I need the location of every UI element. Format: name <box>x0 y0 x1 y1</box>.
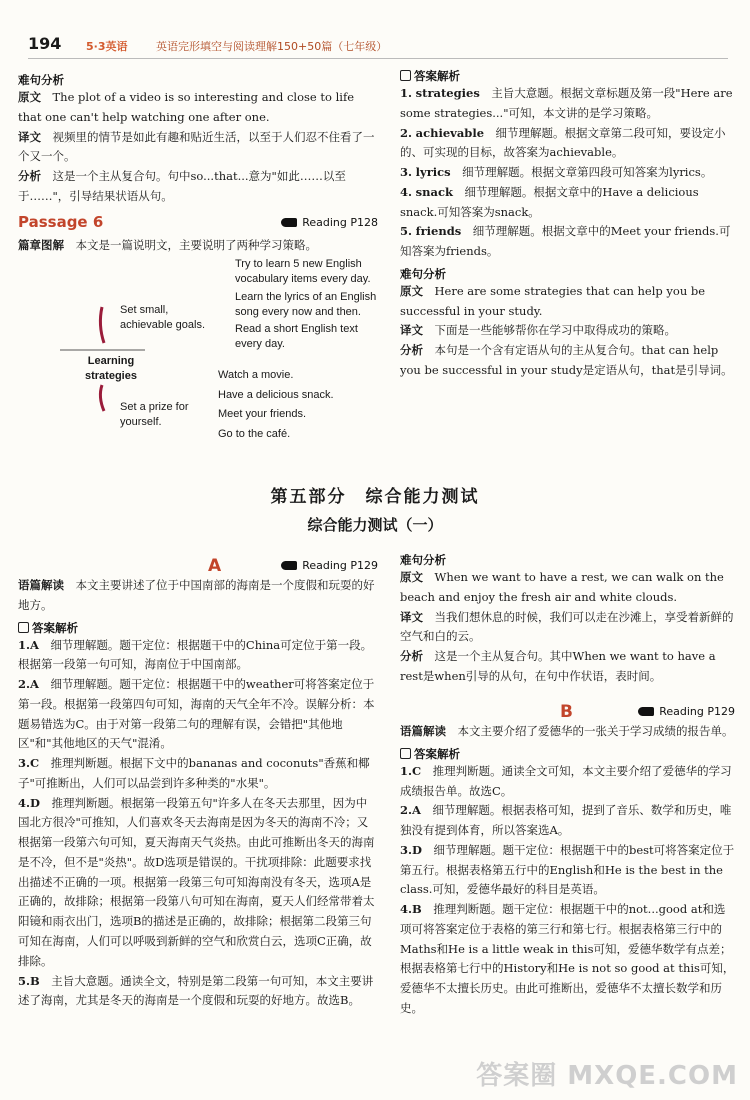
top-item: Read a short English text every day. <box>235 323 358 350</box>
bottom-right-analysis: 难句分析 原文 When we want to have a rest, we can walk on the beach and enjoy the fresh air and white clouds. 译文 当我们想休息的时候，我们可以走在沙滩上，享受着新鲜的空气和白的云。 分析 这是一个主从复合句。其中When we want to have a rest是when引导的从句，在句中作状语，表时间。 <box>400 553 734 683</box>
section-title: 难句分析 <box>400 553 446 567</box>
bottom-item: Have a delicious snack. <box>218 389 334 401</box>
series-label: 5·3英语 <box>86 40 128 53</box>
answer-item: 3. lyrics 细节理解题。根据文章第四段可知答案为lyrics。 <box>400 165 713 180</box>
label: 原文 <box>18 90 41 104</box>
answer-item: 1.C 推理判断题。通读全文可知，本文主要介绍了爱德华的学习成绩报告单。故选C。 <box>400 763 732 798</box>
section-a: A Reading P129 语篇解读 本文主要讲述了位于中国南部的海南是一个度假和玩耍的好地方。 答案解析 1.A 细节理解题。题干定位：根据题干中的China可定位于第一段。根据第一段第一句可知，海南位于中国南部。 2.A 细节理解题。题干定位：根据题干中的weather可将答案定位于第一段。根据第一段第四句可知，海南的天气全年不冷。误解分析：本题易错选为C。由于对第一段第二句的理解有误，会错把"其他地区"和"其他地区的天气"混淆。 3.C 推理判断题。根据下文中的bananas and coconuts"香蕉和椰子"可推断出，人们可以品尝到许多种类的"水果"。 4.D 推理判断题。根据第一段第五句"许多人在冬天去那里，因为中国北方很冷"可推知，人们喜欢冬天去海南是因为冬天的海南不冷；又根据第一段第六句可知，夏天海南天气炎热。由此可推断出冬天的海南是不冷，但不是"炎热"。故D选项是错误的。干扰项排除：此题要求找出描述不正确的一项。根据第一段第三句可知海南没有冬天，选项A是正确的，故排除；根据第一段第八句可知在海南，夏天人们经常带着太阳镜和雨衣出门，选项B的描述是正确的，故排除；根据第二段第三句可知在海南，人们可以呼吸到新鲜的空气和欣赏白云，选项C正确，故排除。 5.B 主旨大意题。通读全文，特别是第二段第一句可知，本文主要讲述了海南，尤其是冬天的海南是一个度假和玩耍的好地方。故选B。 <box>18 556 378 1011</box>
analysis-text: 这是一个主从复合句。句中so...that...意为"如此……以至于……"，引导结果状语从句。 <box>18 169 346 203</box>
passage-title: Passage 6 <box>18 213 104 231</box>
section-title: 难句分析 <box>18 73 64 87</box>
summary-text: 本文是一篇说明文，主要说明了两种学习策略。 <box>75 238 317 252</box>
translation-text: 当我们想休息的时候，我们可以走在沙滩上，享受着新鲜的空气和白的云。 <box>400 609 734 644</box>
reading-ref: Reading P129 <box>281 559 378 572</box>
passage6-summary <box>18 236 378 256</box>
pointing-hand-icon <box>281 218 297 227</box>
bottom-item: Watch a movie. <box>218 369 294 381</box>
reading-ref: Reading P129 <box>638 705 735 718</box>
lock-icon <box>18 622 29 633</box>
label: 篇章图解 <box>18 238 64 252</box>
top-left-analysis <box>18 72 378 207</box>
part-title: 第五部分 综合能力测试 <box>270 487 480 507</box>
lock-icon <box>400 70 411 81</box>
center-node: Learning strategies <box>85 355 137 382</box>
translation-text: 下面是一些能够帮你在学习中取得成功的策略。 <box>434 323 676 338</box>
summary-text: 本文主要讲述了位于中国南部的海南是一个度假和玩耍的好地方。 <box>18 578 375 612</box>
section-letter: A <box>208 556 222 576</box>
sub-title: 综合能力测试（一） <box>307 516 443 534</box>
section-title: 答案解析 <box>400 746 735 762</box>
answer-item: 2.A 细节理解题。根据表格可知，提到了音乐、数学和历史，唯独没有提到体育，所以答案选A。 <box>400 803 732 838</box>
answer-item: 4.B 推理判断题。题干定位：根据题干中的not...good at和选项可将答案定位于表格的第三行和第七行。根据表格第三行中的Maths和He is a little weak in this可知，爱德华数学有点差；根据表格第七行中的History和He is not so good at this可知，爱德华不太擅长历史。由此可推断出，爱德华不太擅长数学和历史。 <box>400 902 735 1015</box>
answer-item: 2. achievable 细节理解题。根据文章第二段可知，要设定小的、可实现的目标，故答案为achievable。 <box>400 125 726 160</box>
bottom-branch: Set a prize for yourself. <box>120 401 189 428</box>
top-item: Learn the lyrics of an English song every now and then. <box>235 291 377 318</box>
section-b: B Reading P129 语篇解读 本文主要介绍了爱德华的一张关于学习成绩的报告单。 答案解析 1.C 推理判断题。通读全文可知，本文主要介绍了爱德华的学习成绩报告单。故选C。 2.A 细节理解题。根据表格可知，提到了音乐、数学和历史，唯独没有提到体育，所以答案选A。 3.D 细节理解题。题干定位：根据题干中的best可将答案定位于第五行。根据表格第五行中的English和He is the best in the class.可知，爱德华最好的科目是英语。 4.B 推理判断题。题干定位：根据题干中的not...good at和选项可将答案定位于表格的第三行和第七行。根据表格第三行中的Maths和He is a little weak in this可知，爱德华数学有点差；根据表格第七行中的History和He is not so good at this可知，爱德华不太擅长历史。由此可推断出，爱德华不太擅长数学和历史。 <box>400 702 735 1019</box>
page-number: 194 <box>28 34 62 53</box>
top-branch: Set small, achievable goals. <box>120 304 206 331</box>
analysis-text: 本句是一个含有定语从句的主从复合句。that can help you be successful in your study是定语从句，that是引导词。 <box>400 343 733 377</box>
section-letter: B <box>560 702 573 722</box>
answer-item: 4.D 推理判断题。根据第一段第五句"许多人在冬天去那里，因为中国北方很冷"可推知，人们喜欢冬天去海南是因为冬天的海南不冷；又根据第一段第六句可知，夏天海南天气炎热。由此可推断出冬天的海南是不冷，但不是"炎热"。故D选项是错误的。干扰项排除：此题要求找出描述不正确的一项。根据第一段第三句可知海南没有冬天，选项A是正确的，故排除；根据第一段第八句可知在海南，夏天人们经常带着太阳镜和雨衣出门，选项B的描述是正确的，故排除；根据第二段第三句可知在海南，人们可以呼吸到新鲜的空气和欣赏白云，选项C正确，故排除。 <box>18 795 375 968</box>
original-text: The plot of a video is so interesting and close to life that one can't help watching one after one. <box>18 90 355 124</box>
answer-item: 2.A 细节理解题。题干定位：根据题干中的weather可将答案定位于第一段。根据第一段第四句可知，海南的天气全年不冷。误解分析：本题易错选为C。由于对第一段第二句的理解有误，会错把"其他地区"和"其他地区的天气"混淆。 <box>18 677 375 751</box>
answer-item: 3.C 推理判断题。根据下文中的bananas and coconuts"香蕉和椰子"可推断出，人们可以品尝到许多种类的"水果"。 <box>18 756 370 790</box>
translation-text: 视频里的情节是如此有趣和贴近生活，以至于人们忍不住看了一个又一个。 <box>18 129 375 164</box>
passage6-heading <box>18 213 378 234</box>
lock-icon <box>400 748 411 759</box>
top-right-answers: 答案解析 1. strategies 主旨大意题。根据文章标题及第一段"Here are some strategies..."可知，本文讲的是学习策略。 2. achievable 细节理解题。根据文章第二段可知，要设定小的、可实现的目标，故答案为achievable。 3. lyrics 细节理解题。根据文章第四段可知答案为lyrics。 4. snack 细节理解题。根据文章中的Have a delicious snack.可知答案为snack。 5. friends 细节理解题。根据文章中的Meet your friends.可知答案为friends。 难句分析 原文 Here are some strategies that can help you be successful in your study. 译文 下面是一些能够帮你在学习中取得成功的策略。 分析 本句是一个含有定语从句的主从复合句。that can help you be successful in your study是定语从句，that是引导词。 <box>400 68 735 381</box>
site-watermark: 答案圈 MXQE.COM <box>476 1061 738 1091</box>
answer-item: 5. friends 细节理解题。根据文章中的Meet your friends.可知答案为friends。 <box>400 224 731 259</box>
section-title: 答案解析 <box>400 68 735 84</box>
answer-item: 1. strategies 主旨大意题。根据文章标题及第一段"Here are some strategies..."可知，本文讲的是学习策略。 <box>400 86 733 120</box>
answer-item: 3.D 细节理解题。题干定位：根据题干中的best可将答案定位于第五行。根据表格第五行中的English和He is the best in the class.可知，爱德华最好的科目是英语。 <box>400 842 735 897</box>
learning-strategies-diagram <box>40 255 380 445</box>
bottom-item: Meet your friends. <box>218 408 307 420</box>
label: 译文 <box>18 129 41 144</box>
book-title: 英语完形填空与阅读理解150+50篇（七年级） <box>156 40 388 53</box>
pointing-hand-icon <box>281 561 297 570</box>
page-header <box>28 30 728 59</box>
label: 分析 <box>18 169 41 184</box>
section-title: 难句分析 <box>400 266 446 281</box>
bottom-item: Go to the café. <box>218 428 291 440</box>
answer-item: 1.A 细节理解题。题干定位：根据题干中的China可定位于第一段。根据第一段第一句可知，海南位于中国南部。 <box>18 637 373 672</box>
original-text: When we want to have a rest, we can walk on the beach and enjoy the fresh air and white clouds. <box>400 570 724 604</box>
original-text: Here are some strategies that can help you be successful in your study. <box>400 283 706 318</box>
answer-item: 4. snack 细节理解题。根据文章中的Have a delicious snack.可知答案为snack。 <box>400 184 699 219</box>
reading-ref: Reading P128 <box>281 216 378 229</box>
section-title: 答案解析 <box>18 620 378 636</box>
pointing-hand-icon <box>638 707 654 716</box>
summary-text: 本文主要介绍了爱德华的一张关于学习成绩的报告单。 <box>457 724 734 738</box>
top-item: Try to learn 5 new English vocabulary items every day. <box>235 258 371 285</box>
answer-item: 5.B 主旨大意题。通读全文，特别是第二段第一句可知，本文主要讲述了海南，尤其是冬天的海南是一个度假和玩耍的好地方。故选B。 <box>18 973 374 1008</box>
analysis-text: 这是一个主从复合句。其中When we want to have a rest是when引导的从句，在句中作状语，表时间。 <box>400 649 716 683</box>
